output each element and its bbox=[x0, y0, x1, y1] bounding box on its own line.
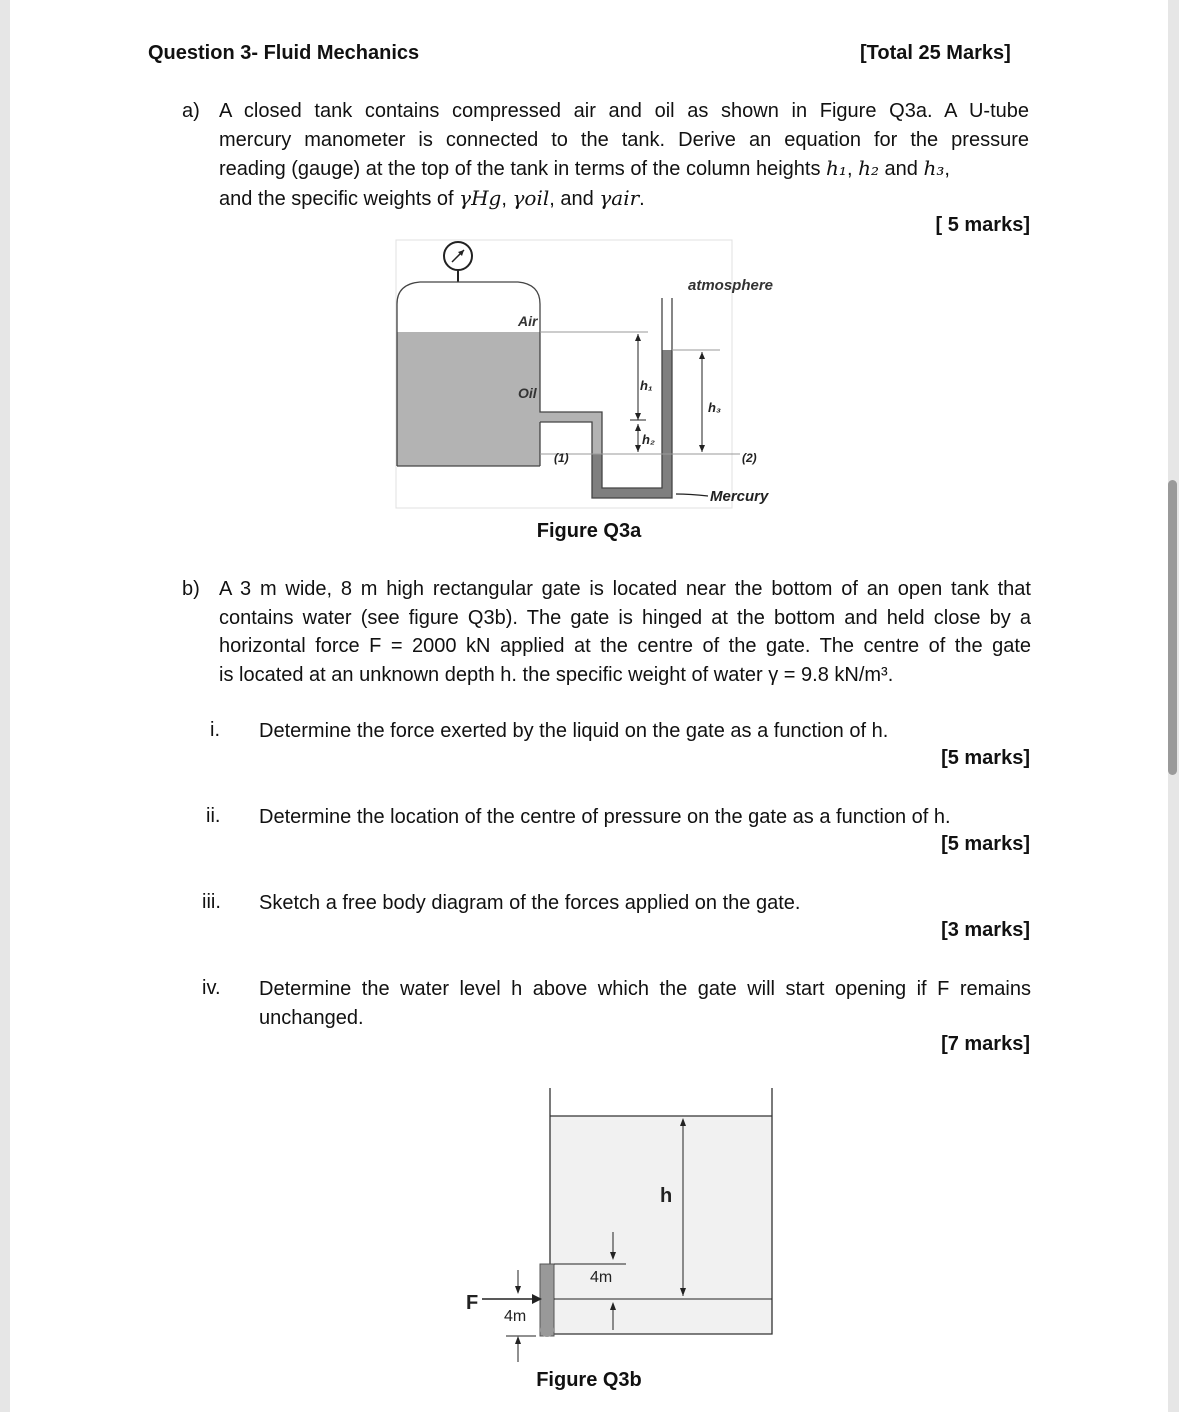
comma: , bbox=[944, 158, 950, 180]
mercury-region bbox=[592, 350, 672, 498]
symbol-gamma-air: γair bbox=[599, 185, 640, 210]
figure-q3b bbox=[450, 1084, 790, 1370]
part-b-line-4: is located at an unknown depth h. the specific weight of water γ = 9.8 kN/m³. bbox=[219, 663, 894, 686]
u-tube-outline bbox=[592, 298, 672, 498]
part-a-line-2: mercury manometer is connected to the tank. Derive an equation for the pressure bbox=[219, 128, 1029, 151]
part-b-line-2: contains water (see figure Q3b). The gate is hinged at the bottom and held close by a bbox=[219, 606, 1031, 629]
subq-1-number: i. bbox=[210, 719, 220, 741]
label-h: h bbox=[660, 1185, 673, 1207]
h1-arrow-bottom bbox=[635, 413, 641, 420]
dim-arrow-up-2-head bbox=[515, 1336, 521, 1344]
subq-4-number: iv. bbox=[202, 977, 221, 999]
symbol-gamma-oil: γoil bbox=[512, 185, 550, 210]
label-air: Air bbox=[518, 313, 538, 329]
part-a-line-3-text: reading (gauge) at the top of the tank in terms of the column heights bbox=[219, 158, 827, 180]
subq-4-text bbox=[259, 975, 1031, 1032]
subq-4-line-2: unchanged. bbox=[259, 1006, 364, 1029]
label-point-2: (2) bbox=[742, 451, 757, 465]
subq-2-number: ii. bbox=[206, 805, 221, 827]
and-word: and bbox=[878, 158, 924, 180]
h3-arrow-top bbox=[699, 352, 705, 359]
label-h1: h₁ bbox=[640, 378, 653, 393]
part-a-marks: [ 5 marks] bbox=[935, 214, 1030, 236]
label-4m-top: 4m bbox=[590, 1269, 613, 1286]
subq-2-text: Determine the location of the centre of pressure on the gate as a function of h. bbox=[259, 806, 951, 828]
and-word: , and bbox=[549, 187, 600, 210]
dim-arrow-down-2-head bbox=[515, 1286, 521, 1294]
part-a-text bbox=[219, 97, 1029, 213]
symbol-h1: h₁ bbox=[826, 156, 847, 180]
vertical-scrollbar[interactable] bbox=[1168, 480, 1177, 775]
part-a-label: a) bbox=[182, 100, 200, 122]
subq-4-marks: [7 marks] bbox=[941, 1033, 1030, 1055]
part-a-line-4-text: and the specific weights of bbox=[219, 187, 460, 210]
sep: , bbox=[846, 158, 859, 180]
subq-2-marks: [5 marks] bbox=[941, 833, 1030, 855]
symbol-gamma-hg: γHg bbox=[459, 185, 502, 210]
hinge bbox=[540, 1323, 554, 1337]
total-marks: [Total 25 Marks] bbox=[860, 42, 1011, 64]
figure-q3a-caption: Figure Q3a bbox=[536, 520, 642, 542]
oil-in-pipe bbox=[540, 412, 602, 454]
label-mercury: Mercury bbox=[710, 488, 769, 505]
part-b-line-3: horizontal force F = 2000 kN applied at the centre of the gate. The centre of the gate bbox=[219, 635, 1031, 657]
label-4m-bottom: 4m bbox=[504, 1308, 527, 1325]
part-a-line-3 bbox=[219, 154, 1029, 184]
h2-arrow-top bbox=[635, 424, 641, 431]
document-page bbox=[10, 0, 1168, 1412]
subq-1-text: Determine the force exerted by the liquid on the gate as a function of h. bbox=[259, 720, 889, 742]
symbol-h3: h₃ bbox=[923, 156, 945, 180]
mercury-pointer bbox=[676, 494, 708, 496]
water-region bbox=[550, 1116, 772, 1334]
figure-q3b-caption: Figure Q3b bbox=[536, 1369, 642, 1391]
h3-arrow-bottom bbox=[699, 445, 705, 452]
subq-3-number: iii. bbox=[202, 891, 221, 913]
symbol-h2: h₂ bbox=[858, 156, 879, 180]
label-h2: h₂ bbox=[642, 432, 655, 447]
subq-3-marks: [3 marks] bbox=[941, 919, 1030, 941]
label-force: F bbox=[466, 1292, 479, 1314]
figure-q3a bbox=[390, 238, 790, 510]
label-point-1: (1) bbox=[554, 451, 569, 465]
question-title: Question 3- Fluid Mechanics bbox=[148, 42, 420, 64]
part-b-text bbox=[219, 575, 1031, 689]
part-b-label: b) bbox=[182, 578, 200, 600]
subq-1-marks: [5 marks] bbox=[941, 747, 1030, 769]
sep: , bbox=[501, 187, 513, 210]
part-a-line-4 bbox=[219, 184, 1029, 214]
part-b-line-1: A 3 m wide, 8 m high rectangular gate is located near the bottom of an open tank that bbox=[219, 578, 1031, 600]
label-oil: Oil bbox=[518, 385, 537, 401]
h1-arrow-top bbox=[635, 334, 641, 341]
label-atmosphere: atmosphere bbox=[688, 277, 774, 294]
h2-arrow-bottom bbox=[635, 445, 641, 452]
subq-4-line-1: Determine the water level h above which the gate will start opening if F remains bbox=[259, 978, 1031, 1000]
subq-3-text: Sketch a free body diagram of the forces applied on the gate. bbox=[259, 892, 801, 914]
part-a-line-1: A closed tank contains compressed air and oil as shown in Figure Q3a. A U-tube bbox=[219, 100, 1029, 122]
label-h3: h₃ bbox=[708, 400, 721, 415]
period: . bbox=[639, 187, 645, 210]
